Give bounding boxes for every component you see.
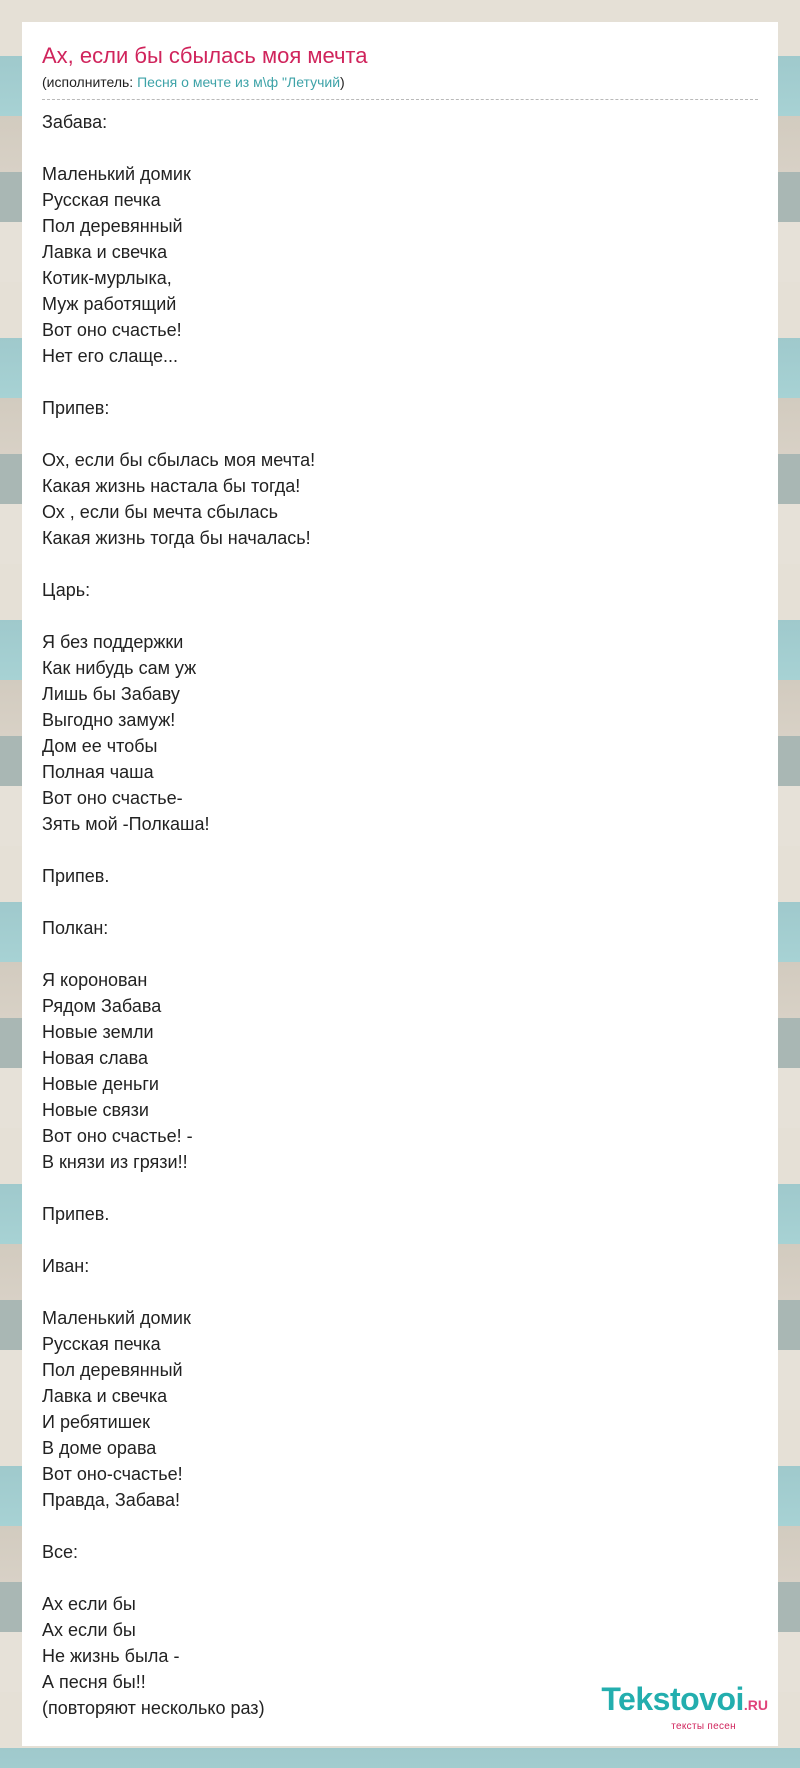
lyrics-text: Забава: Маленький домик Русская печка Пол деревянный Лавка и свечка Котик-мурлыка, Муж работящий Вот оно счастье! Нет его слаще... Припев: Ох, если бы сбылась моя мечта! Какая жизнь настала бы тогда! Ох , если бы мечта сбылась Какая жизнь тогда бы началась! Царь: Я без поддержки Как нибудь сам уж Лишь бы Забаву Выгодно замуж! Дом ее чтобы Полная чаша Вот оно счастье- Зять мой -Полкаша! Припев. Полкан: Я коронован Рядом Забава Новые земли Новая слава Новые деньги Новые связи Вот оно счастье! - В князи из грязи!! Припев. Иван: Маленький домик Русская печка Пол деревянный Лавка и свечка И ребятишек В доме орава Вот оно-счастье! Правда, Забава! Все: Ах если бы Ах если бы Не жизнь была - А песня бы!! (повторяют несколько раз) bbox=[42, 112, 316, 1718]
logo-name: Tekstovoi bbox=[601, 1681, 744, 1717]
lyrics-card bbox=[22, 22, 778, 1746]
artist-prefix: (исполнитель: bbox=[42, 74, 138, 90]
artist-link[interactable]: Песня о мечте из м\ф "Летучий bbox=[137, 74, 341, 90]
logo-wordmark bbox=[601, 1683, 768, 1721]
site-logo[interactable] bbox=[601, 1683, 768, 1732]
artist-suffix: ) bbox=[340, 74, 345, 90]
logo-tld: .RU bbox=[743, 1697, 768, 1713]
logo-tagline: тексты песен bbox=[671, 1721, 736, 1732]
song-title: Ах, если бы сбылась моя мечта bbox=[42, 43, 368, 68]
artist-line bbox=[42, 73, 758, 100]
